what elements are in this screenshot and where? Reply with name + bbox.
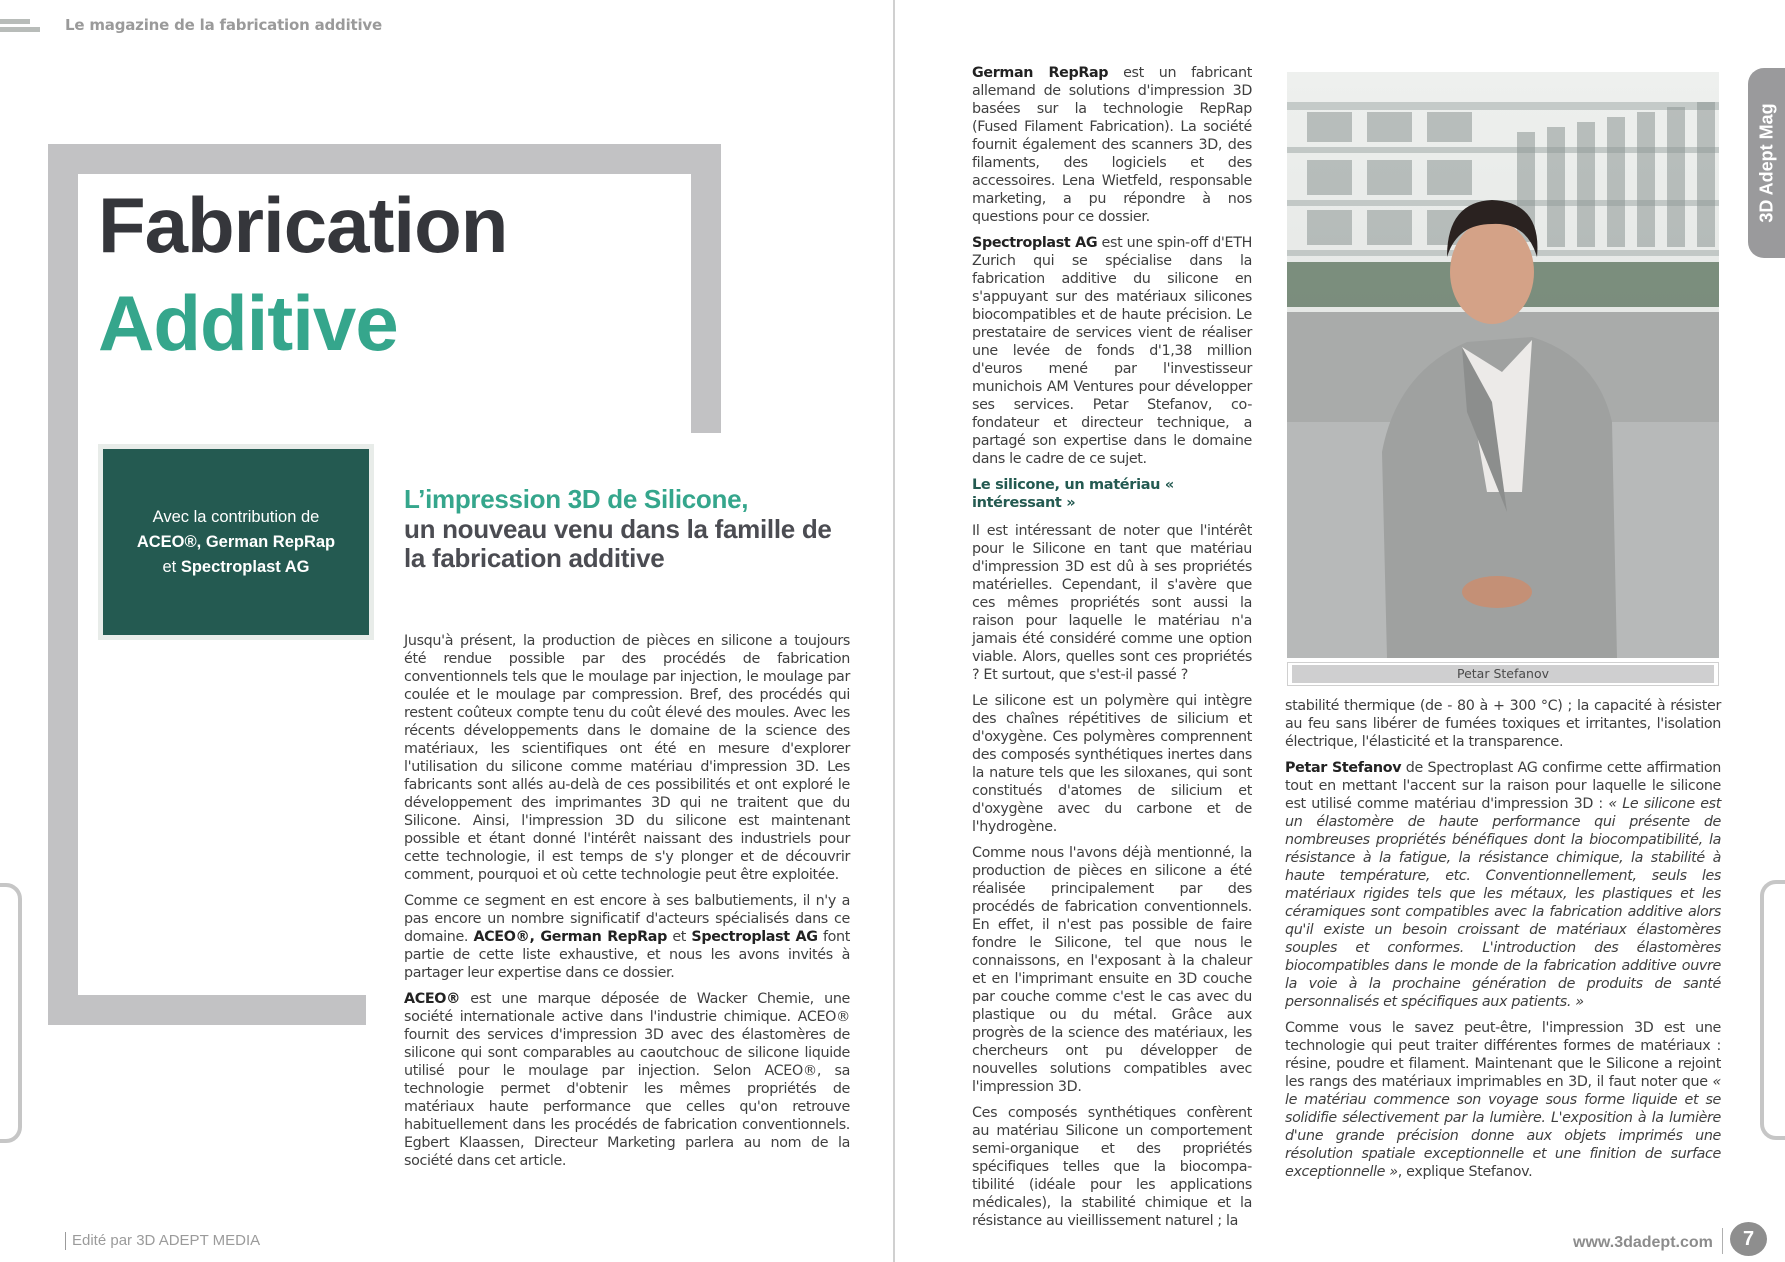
paragraph: stabilité thermique (de - 80 à + 300 °C) ; la capacité à résister au feu sans libérer de fumées toxiques et irritantes, l'isolation électrique, l'élasticité et la transparence. (1285, 698, 1721, 750)
portrait-illustration (1287, 72, 1719, 658)
paragraph: Le silicone est un polymère qui intègre des chaînes répétitives de silicium et d'oxygène. Ces polymères comprennent des composés synthétiques inertes dans la nature tels que les siloxanes, qui sont constitués d'atomes de silicium et d'oxygène avec du carbone et de l'hydrogène. (972, 693, 1252, 835)
header-decoration (0, 19, 40, 33)
section-heading: Le silicone, un matériau « intéressant » (972, 477, 1174, 511)
page-number-badge: 7 (1730, 1222, 1767, 1256)
subtitle-rest: un nouveau venu dans la famille de la fabrication additive (404, 513, 832, 573)
paragraph: Comme vous le savez peut-être, l'impression 3D est une technologie qui peut traiter différentes formes de matériaux : résine, poudre et filament. Maintenant que le Silicone a rejoint les rangs des matériaux imprimables en 3D, il faut noter que « le matériau commence son voyage sous forme liquide et se solidifie sélectivement par la lumière. L'exposition à la lumière d'une grande précision donne aux objets imprimés une résolution spatiale exceptionnelle et une finition de surface exceptionnelle », explique Stefanov. (1285, 1020, 1722, 1180)
paragraph: ACEO® est une marque déposée de Wacker Chemie, une société internationale active dans l'industrie chimique. ACEO® fournit des services d'impression 3D avec des élastomères de silicone qui sont comparables au caoutchouc de silicone liquide utilisé pour le moulage par injection. Selon ACEO®, sa technologie permet d'obtenir les mêmes propriétés de matériaux haute performance que celles qu'on retrouve habituellement dans les procédés de fabrication conventionnels. Egbert Klaassen, Directeur Marketing parlera au nom de la société dans cet article. (404, 991, 850, 1169)
contribution-companies: ACEO®, German RepRap (136, 532, 336, 551)
left-column (404, 632, 850, 1178)
middle-column (972, 64, 1252, 1238)
photo-caption: Petar Stefanov (1292, 665, 1714, 683)
title-frame-right (691, 144, 721, 433)
right-column (1285, 697, 1721, 1189)
portrait-photo (1287, 72, 1719, 658)
article-subtitle (404, 485, 844, 574)
page-title-line2: Additive (98, 279, 398, 367)
paragraph: Comme nous l'avons déjà mentionné, la production de pièces en silicone a été réalisée principalement par des procédés de fabrication conventionnels. En effet, il n'est pas possible de faire fondre le Silicone, tel que nous le connaissons, en l'exposant à la chaleur et en l'imprimant ensuite en 3D couche par couche comme c'est le cas avec du plastique ou du métal. Grâce aux progrès de la science des matériaux, les chercheurs ont pu développer de nouvelles solutions compatibles avec l'impression 3D. (972, 845, 1252, 1095)
footer-separator (1722, 1228, 1723, 1254)
photo-caption-frame (1287, 662, 1719, 686)
paragraph: Petar Stefanov de Spectroplast AG confirme cette affirmation tout en mettant l'accent sur la raison pour laquelle le silicone est utilisé comme matériau d'impression 3D : « Le silicone est un élastomère de haute performance qui présente de nombreuses propriétés bénéfiques dont la biocompatibilité, la résistance à la fatigue, la résistance chimique, la stabilité à haute température, etc. Conventionnellement, seuls les matériaux rigides tels que les métaux, les plastiques et les céramiques sont compatibles avec la fabrication additive alors qu'il existe un besoin croissant de matériaux élastomères souples et conformes. L'introduction des élastomères biocompatibles dans le monde de la fabrication additive ouvre la voie à la prochaine génération de produits de santé personnalisés et spécifiques aux patients. » (1285, 760, 1721, 1010)
paragraph: Comme ce segment en est encore à ses balbutiements, il n'y a pas encore un nombre significatif d'acteurs spécialisés dans ce domaine. ACEO®, German RepRap et Spectroplast AG font partie de cette liste exhaustive, et nous les avons invités à partager leur expertise dans ce dossier. (404, 893, 851, 981)
paragraph: Il est intéressant de noter que l'intérêt pour le Silicone en tant que matériau d'impression 3D est dû à ses propriétés matérielles. Cependant, il s'avère que ces mêmes propriétés sont aussi la raison pour laquelle le matériau n'a jamais été considéré comme une option viable. Alors, quelles sont ces propriétés ? Et surtout, que s'est-il passé ? (972, 523, 1252, 683)
page-title-line1: Fabrication (98, 181, 508, 269)
title-frame-top (48, 144, 721, 174)
paragraph: Jusqu'à présent, la production de pièces en silicone a toujours été rendue possible par des procédés de fabrication conventionnels tels que le moulage par injection, le moulage par coulée et le moulage par compression. Bref, des procédés qui restent coûteux compte tenu du coût élevé des moules. Avec les récents développements dans le domaine de la science des matériaux, les scientifiques ont été en mesure d'explorer l'utilisation du silicone comme matériau d'impression 3D. Les fabricants sont allés au-delà de ces possibilités et ont exploré le développement des imprimantes 3D qui ne traitent que du Silicone. Ainsi, l'impression 3D du silicone est maintenant possible et étant donné l'intérêt naissant des industriels pour cette technologie, il est temps de s'y plonger et de découvrir comment, pourquoi et où cette technologie peut être exploitée. (404, 633, 850, 883)
footer-website-link[interactable]: www.3dadept.com (1573, 1234, 1713, 1251)
contribution-last-company: Spectroplast AG (180, 557, 310, 576)
left-bracket-decoration (0, 883, 22, 1143)
subtitle-accent: L’impression 3D de Silicone, (404, 484, 749, 514)
page-divider (893, 0, 895, 1262)
contribution-box (98, 444, 374, 640)
magazine-title: Le magazine de la fabrication additive (65, 16, 382, 34)
paragraph: Spectroplast AG est une spin-off d'ETH Zurich qui se spécialise dans la fabrication additive du silicone en s'appuyant sur des matériaux silicones biocompatibles et de haute précision. Le prestataire de services vient de réaliser une levée de fonds d'1,38 million d'euros mené par l'investisseur munichois AM Ventures pour développer ses services. Petar Stefanov, co-fondateur et directeur technique, a partagé son expertise dans le domaine dans le cadre de ce sujet. (972, 235, 1252, 467)
side-tab-label: 3D Adept Mag (1756, 103, 1776, 223)
side-tab (1748, 68, 1785, 258)
right-bracket-decoration (1760, 880, 1785, 1140)
paragraph: German RepRap est un fabricant allemand de solutions d'impression 3D basées sur la technologie RepRap (Fused Filament Fabrication). La société fournit également des scanners 3D, des filaments, des logiciels et des accessoires. Lena Wietfeld, responsable marketing, a pu répondre à nos questions pour ce dossier. (972, 65, 1252, 225)
title-frame-left (48, 144, 78, 1025)
contribution-intro: Avec la contribution de (152, 507, 320, 526)
contribution-et: et (162, 557, 177, 576)
footer-publisher: Edité par 3D ADEPT MEDIA (65, 1232, 260, 1250)
contribution-panel (103, 449, 369, 635)
paragraph: Ces composés synthétiques confèrent au matériau Silicone un comportement semi-organique et des propriétés spécifiques telles que la biocompa-tibilité (idéale pour les applications médicales), la stabilité chimique et la résistance au vieillissement naturel ; la (972, 1105, 1252, 1229)
title-frame-bottom (48, 995, 366, 1025)
